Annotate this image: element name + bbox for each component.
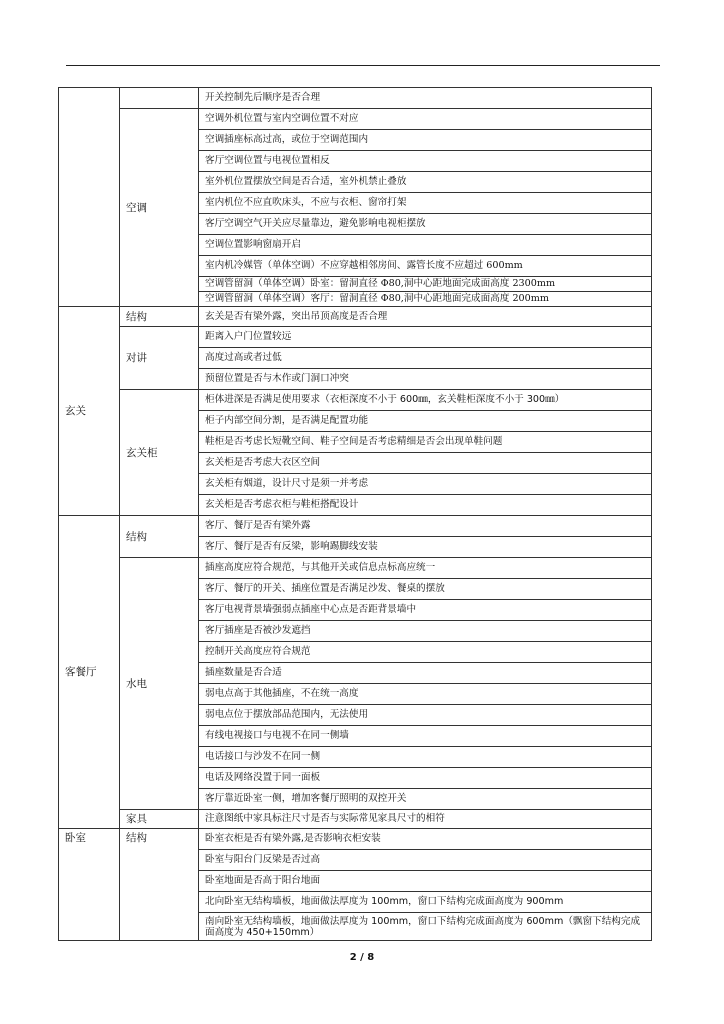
table-row <box>59 558 652 579</box>
check-item: 卧室与阳台门反梁是否过高 <box>199 850 652 871</box>
check-item: 室外机位置摆放空间是否合适，室外机禁止叠放 <box>199 172 652 193</box>
check-item: 客厅空调空气开关应尽量靠边，避免影响电视柜摆放 <box>199 214 652 235</box>
check-item: 客厅插座是否被沙发遮挡 <box>199 621 652 642</box>
check-item: 室内机位不应直吹床头，不应与衣柜、窗帘打架 <box>199 193 652 214</box>
check-item: 插座数量是否合适 <box>199 663 652 684</box>
check-item: 鞋柜是否考虑长短靴空间、鞋子空间是否考虑精细是否会出现单鞋问题 <box>199 432 652 453</box>
table-row <box>59 390 652 411</box>
category-intercom: 对讲 <box>120 327 199 390</box>
check-item: 电话及网络没置于同一面板 <box>199 768 652 789</box>
check-item: 客厅、餐厅是否有反梁，影响踢脚线安装 <box>199 537 652 558</box>
check-item: 柜子内部空间分割，是否满足配置功能 <box>199 411 652 432</box>
check-item: 客厅靠近卧室一侧，增加客餐厅照明的双控开关 <box>199 789 652 810</box>
check-item: 有线电视接口与电视不在同一侧墙 <box>199 726 652 747</box>
check-item: 空调管留洞（单体空调）卧室：留洞直径 Φ80,洞中心距地面完成面高度 2300mm <box>199 277 652 292</box>
category-electrical: 水电 <box>120 558 199 810</box>
check-item: 客厅电视背景墙强弱点插座中心点是否距背景墙中 <box>199 600 652 621</box>
table-row <box>59 88 652 109</box>
table-row <box>59 829 652 850</box>
inspection-checklist-table <box>58 87 652 941</box>
table-row <box>59 810 652 829</box>
check-item: 客厅空调位置与电视位置相反 <box>199 151 652 172</box>
category-structure: 结构 <box>120 829 199 941</box>
check-item: 卧室地面是否高于阳台地面 <box>199 871 652 892</box>
check-item: 高度过高或者过低 <box>199 348 652 369</box>
check-item: 空调位置影响窗扇开启 <box>199 235 652 256</box>
category-cell-empty <box>120 88 199 109</box>
check-item: 北向卧室无结构墙板，地面做法厚度为 100mm，窗口下结构完成面高度为 900mm <box>199 892 652 913</box>
room-entrance: 玄关 <box>59 307 120 516</box>
table-row <box>59 516 652 537</box>
category-furniture: 家具 <box>120 810 199 829</box>
table-row <box>59 307 652 327</box>
table-row <box>59 109 652 130</box>
check-item: 弱电点位于摆放部品范围内，无法使用 <box>199 705 652 726</box>
check-item: 室内机冷媒管（单体空调）不应穿越相邻房间、露管长度不应超过 600mm <box>199 256 652 277</box>
category-ac: 空调 <box>120 109 199 307</box>
category-structure: 结构 <box>120 516 199 558</box>
check-item: 玄关柜是否考虑衣柜与鞋柜搭配设计 <box>199 495 652 516</box>
check-item: 预留位置是否与木作或门洞口冲突 <box>199 369 652 390</box>
check-item: 弱电点高于其他插座，不在统一高度 <box>199 684 652 705</box>
room-cell-empty <box>59 88 120 307</box>
check-item: 空调插座标高过高，或位于空调范围内 <box>199 130 652 151</box>
category-structure: 结构 <box>120 307 199 327</box>
check-item: 电话接口与沙发不在同一侧 <box>199 747 652 768</box>
check-item: 空调外机位置与室内空调位置不对应 <box>199 109 652 130</box>
check-item: 插座高度应符合规范，与其他开关或信息点标高应统一 <box>199 558 652 579</box>
check-item: 玄关柜有烟道，设计尺寸是须一并考虑 <box>199 474 652 495</box>
check-item: 注意图纸中家具标注尺寸是否与实际常见家具尺寸的相符 <box>199 810 652 829</box>
check-item: 距离入户门位置较远 <box>199 327 652 348</box>
check-item: 客厅、餐厅是否有梁外露 <box>199 516 652 537</box>
check-item: 柜体进深是否满足使用要求（衣柜深度不小于 600㎜，玄关鞋柜深度不小于 300㎜） <box>199 390 652 411</box>
check-item: 空调管留洞（单体空调）客厅：留洞直径 Φ80,洞中心距地面完成面高度 200mm <box>199 292 652 307</box>
page-number: 2 / 8 <box>349 952 375 963</box>
check-item: 客厅、餐厅的开关、插座位置是否满足沙发、餐桌的摆放 <box>199 579 652 600</box>
header-rule <box>66 65 660 66</box>
check-item: 卧室衣柜是否有梁外露,是否影响衣柜安装 <box>199 829 652 850</box>
check-item: 开关控制先后顺序是否合理 <box>199 88 652 109</box>
check-item: 控制开关高度应符合规范 <box>199 642 652 663</box>
check-item: 玄关柜是否考虑大衣区空间 <box>199 453 652 474</box>
table-row <box>59 327 652 348</box>
check-item: 玄关是否有梁外露，突出吊顶高度是否合理 <box>199 307 652 327</box>
category-entrance-cabinet: 玄关柜 <box>120 390 199 516</box>
room-bedroom: 卧室 <box>59 829 120 941</box>
check-item: 南向卧室无结构墙板，地面做法厚度为 100mm，窗口下结构完成面高度为 600mm（飘窗下结构完成面高度为 450+150mm） <box>199 913 652 941</box>
room-living-dining: 客餐厅 <box>59 516 120 829</box>
